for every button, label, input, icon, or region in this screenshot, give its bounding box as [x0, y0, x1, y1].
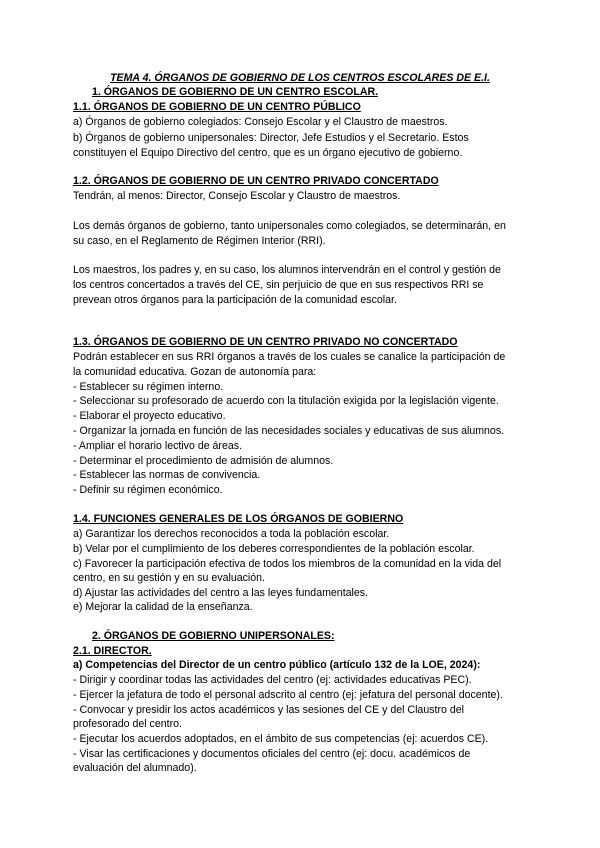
document-title: TEMA 4. ÓRGANOS DE GOBIERNO DE LOS CENTROS ESCOLARES DE E.I.	[110, 72, 490, 84]
list-item: d) Ajustar las actividades del centro a las leyes fundamentales.	[73, 587, 369, 599]
paragraph-line: Los maestros, los padres y, en su caso, los alumnos intervendrán en el control y gestión de	[73, 264, 501, 276]
section-1-4-heading: 1.4. FUNCIONES GENERALES DE LOS ÓRGANOS DE GOBIERNO	[73, 513, 404, 525]
section-2-1-heading: 2.1. DIRECTOR.	[73, 645, 152, 657]
list-item: - Convocar y presidir los actos académicos y las sesiones del CE y del Claustro del	[73, 704, 464, 716]
section-1-heading: 1. ÓRGANOS DE GOBIERNO DE UN CENTRO ESCOLAR.	[92, 86, 379, 98]
paragraph-line: su caso, en el Reglamento de Régimen Interior (RRI).	[73, 235, 326, 247]
paragraph-line: a) Órganos de gobierno colegiados: Consejo Escolar y el Claustro de maestros.	[73, 116, 448, 128]
paragraph-line: Tendrán, al menos: Director, Consejo Escolar y Claustro de maestros.	[73, 190, 401, 202]
list-item: - Visar las certificaciones y documentos oficiales del centro (ej: docu. académicos de	[73, 748, 471, 760]
list-item: - Seleccionar su profesorado de acuerdo con la titulación exigida por la legislación vigente.	[73, 395, 499, 407]
list-item: c) Favorecer la participación efectiva de todos los miembros de la comunidad en la vida del	[73, 558, 502, 570]
list-item: - Establecer las normas de convivencia.	[73, 469, 261, 481]
section-1-1-heading: 1.1. ÓRGANOS DE GOBIERNO DE UN CENTRO PÚBLICO	[73, 101, 361, 113]
paragraph-line: b) Órganos de gobierno unipersonales: Director, Jefe Estudios y el Secretario. Estos	[73, 132, 469, 144]
list-item: - Determinar el procedimiento de admisión de alumnos.	[73, 455, 334, 467]
section-1-2-heading: 1.2. ÓRGANOS DE GOBIERNO DE UN CENTRO PRIVADO CONCERTADO	[73, 175, 439, 187]
list-item: profesorado del centro.	[73, 718, 182, 730]
paragraph-line: la comunidad educativa. Gozan de autonomía para:	[73, 366, 317, 378]
list-item: - Elaborar el proyecto educativo.	[73, 410, 226, 422]
list-item: - Ejecutar los acuerdos adoptados, en el ámbito de sus competencias (ej: acuerdos CE).	[73, 733, 489, 745]
section-1-3-heading: 1.3. ÓRGANOS DE GOBIERNO DE UN CENTRO PRIVADO NO CONCERTADO	[73, 336, 458, 348]
list-item: e) Mejorar la calidad de la enseñanza.	[73, 601, 253, 613]
list-item: - Establecer su régimen interno.	[73, 381, 224, 393]
list-item: a) Garantizar los derechos reconocidos a toda la población escolar.	[73, 528, 390, 540]
list-item: - Definir su régimen económico.	[73, 484, 223, 496]
list-item: - Ejercer la jefatura de todo el personal adscrito al centro (ej: jefatura del personal docente).	[73, 689, 503, 701]
list-item: centro, en su gestión y en su evaluación.	[73, 572, 265, 584]
list-item: - Organizar la jornada en función de las necesidades sociales y educativas de sus alumnos.	[73, 425, 505, 437]
list-item: b) Velar por el cumplimiento de los deberes correspondientes de la población escolar.	[73, 543, 475, 555]
paragraph-line: Podrán establecer en sus RRI órganos a través de los cuales se canalice la participación de	[73, 351, 506, 363]
section-2-1-subheading: a) Competencias del Director de un centro público (artículo 132 de la LOE, 2024):	[73, 659, 481, 671]
paragraph-line: Los demás órganos de gobierno, tanto unipersonales como colegiados, se determinarán, en	[73, 220, 506, 232]
list-item: evaluación del alumnado).	[73, 762, 197, 774]
paragraph-line: constituyen el Equipo Directivo del centro, que es un órgano ejecutivo de gobierno.	[73, 147, 463, 159]
paragraph-line: prevean otros órganos para la participación de la comunidad escolar.	[73, 294, 397, 306]
section-2-heading: 2. ÓRGANOS DE GOBIERNO UNIPERSONALES:	[92, 630, 335, 642]
list-item: - Dirigir y coordinar todas las actividades del centro (ej: actividades educativas PEC).	[73, 674, 472, 686]
list-item: - Ampliar el horario lectivo de áreas.	[73, 440, 242, 452]
paragraph-line: los centros concertados a través del CE, sin perjuicio de que en sus respectivos RRI se	[73, 279, 484, 291]
